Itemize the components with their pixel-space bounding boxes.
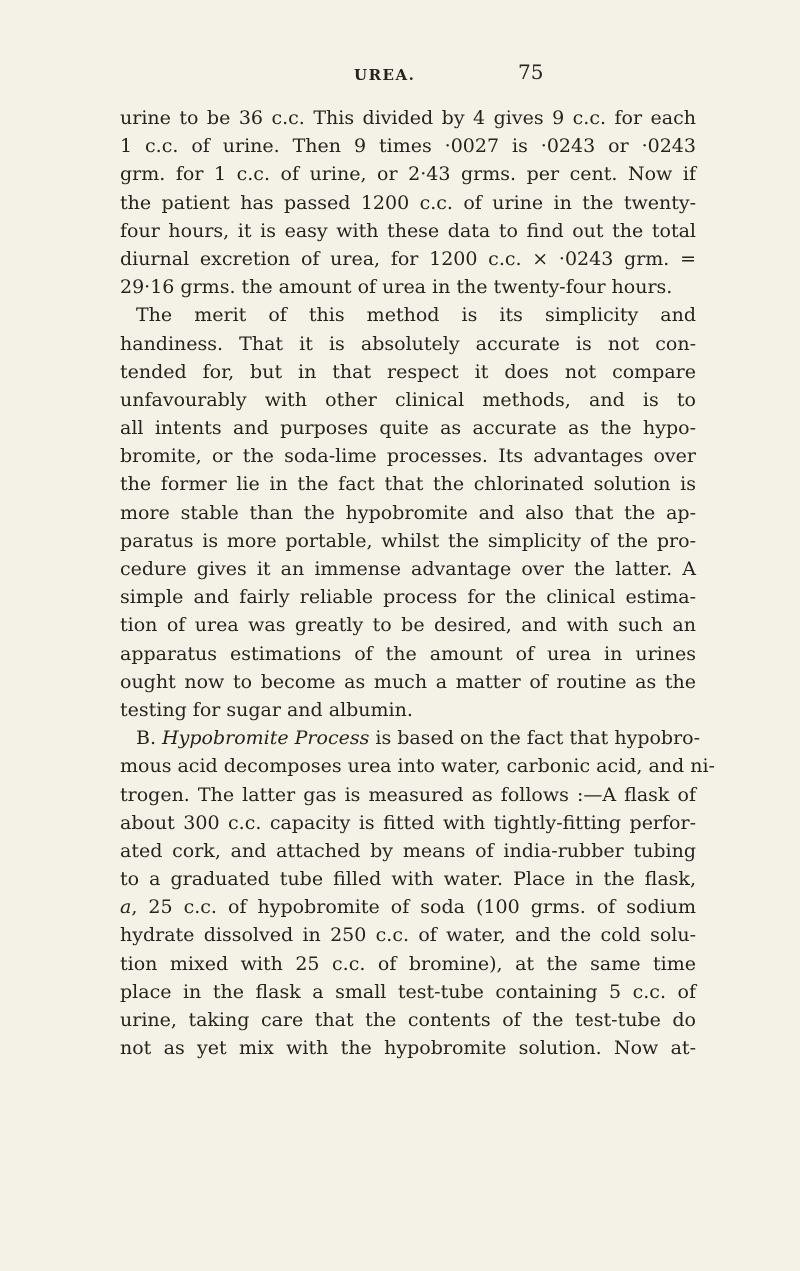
text-line: not as yet mix with the hypobromite solution. Now at- <box>120 1037 696 1060</box>
text-line: tion of urea was greatly to be desired, and with such an <box>120 614 696 637</box>
line-text: , 25 c.c. of hypobromite of soda (100 grms. of sodium <box>131 896 696 919</box>
text-line: four hours, it is easy with these data to find out the total <box>120 219 696 242</box>
running-head <box>0 60 800 90</box>
text-line: place in the flask a small test-tube containing 5 c.c. of <box>120 980 696 1003</box>
section-label: B. <box>136 727 163 750</box>
text-line: ated cork, and attached by means of india-rubber tubing <box>120 839 696 862</box>
text-line: tended for, but in that respect it does not compare <box>120 360 696 383</box>
text-line: about 300 c.c. capacity is fitted with tightly-fitting perfor- <box>120 811 696 834</box>
text-line: all intents and purposes quite as accurate as the hypo- <box>120 417 696 440</box>
text-line: paratus is more portable, whilst the simplicity of the pro- <box>120 529 696 552</box>
text-line: trogen. The latter gas is measured as follows :—A flask of <box>120 783 696 806</box>
paragraph-start-line <box>120 724 701 752</box>
text-line: cedure gives it an immense advantage over the latter. A <box>120 558 696 580</box>
text-line: diurnal excretion of urea, for 1200 c.c. × ·0243 grm. = <box>120 247 696 270</box>
line-text: is based on the fact that hypobro- <box>369 727 701 750</box>
text-line: simple and fairly reliable process for the clinical estima- <box>120 586 696 609</box>
text-line: hydrate dissolved in 250 c.c. of water, and the cold solu- <box>120 924 696 947</box>
text-line: the former lie in the fact that the chlorinated solution is <box>120 473 696 496</box>
italic-label: a <box>120 896 132 919</box>
text-line: grm. for 1 c.c. of urine, or 2·43 grms. per cent. Now if <box>120 163 696 186</box>
page-number: 75 <box>518 60 544 84</box>
section-title-italic: Hypobromite Process <box>162 727 370 750</box>
text-line: apparatus estimations of the amount of urea in urines <box>120 642 696 665</box>
text-line: handiness. That it is absolutely accurate is not con- <box>120 332 696 355</box>
text-line: more stable than the hypobromite and also that the ap- <box>120 501 696 524</box>
paragraph-start-line: The merit of this method is its simplicity and <box>136 304 696 327</box>
text-line: bromite, or the soda-lime processes. Its advantages over <box>120 445 696 468</box>
text-line: ought now to become as much a matter of routine as the <box>120 670 696 693</box>
text-line: unfavourably with other clinical methods, and is to <box>120 388 696 411</box>
text-line <box>120 893 696 921</box>
text-line: to a graduated tube filled with water. Place in the flask, <box>120 868 696 891</box>
text-line: testing for sugar and albumin. <box>120 698 413 721</box>
text-line: urine, taking care that the contents of the test-tube do <box>120 1009 696 1031</box>
text-line: urine to be 36 c.c. This divided by 4 gives 9 c.c. for each <box>120 107 696 129</box>
running-title: UREA. <box>354 66 416 84</box>
text-line: mous acid decomposes urea into water, carbonic acid, and ni- <box>120 755 715 778</box>
text-line: 1 c.c. of urine. Then 9 times ·0027 is ·0243 or ·0243 <box>120 135 696 158</box>
text-line: 29·16 grms. the amount of urea in the twenty-four hours. <box>120 276 673 299</box>
text-line: the patient has passed 1200 c.c. of urine in the twenty- <box>120 191 696 214</box>
body-text <box>120 104 715 1062</box>
text-line: tion mixed with 25 c.c. of bromine), at the same time <box>120 952 696 975</box>
